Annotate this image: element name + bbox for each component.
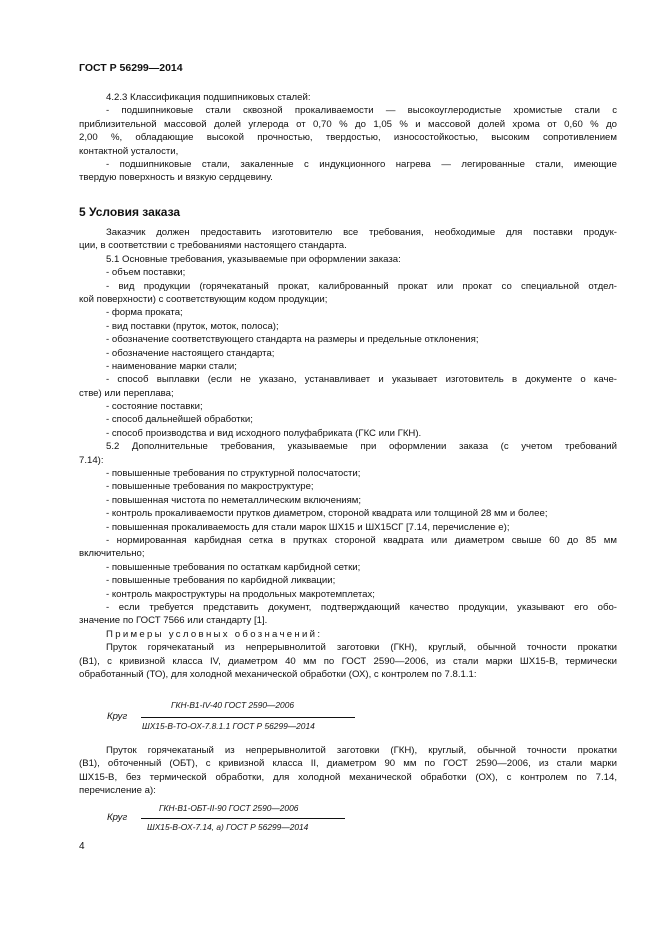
list-item: - повышенная чистота по неметаллическим включениям; — [106, 494, 362, 506]
formula-numerator: ГКН-В1-IV-40 ГОСТ 2590—2006 — [171, 700, 295, 710]
fraction-bar — [141, 818, 345, 819]
examples-heading: Примеры условных обозначений: — [106, 628, 323, 640]
list-item: - контроль макроструктуры на продольных макротемплетах; — [106, 588, 375, 600]
paragraph-line: - подшипниковые стали, закаленные с индукционного нагрева — легированные стали, имеющие — [106, 158, 617, 170]
formula-label: Круг — [107, 711, 128, 722]
paragraph-line: 2,00 %, обладающие высокой прочностью, твердостью, износостойкостью, высоким сопротивлением — [79, 132, 617, 144]
list-item: - если требуется представить документ, подтверждающий качество продукции, указывают его обо- — [106, 601, 617, 613]
list-item: - способ выплавки (если не указано, устанавливает и указывает изготовитель в документе о каче- — [106, 374, 617, 386]
list-item: - способ производства и вид исходного полуфабриката (ГКС или ГКН). — [106, 427, 422, 439]
paragraph-line: Заказчик должен предоставить изготовителю все требования, необходимые для поставки продук- — [106, 227, 617, 238]
list-item: - контроль прокаливаемости прутков диаметром, стороной квадрата или толщиной 28 мм и более; — [106, 508, 548, 520]
paragraph-line: перечисление а): — [79, 785, 156, 797]
paragraph-line: 5.2 Дополнительные требования, указываемые при оформлении заказа (с учетом требований — [106, 441, 617, 453]
document-header: ГОСТ Р 56299—2014 — [79, 62, 183, 74]
paragraph-line: (В1), обточенный (ОБТ), с кривизной класса II, диаметром 90 мм по ГОСТ 2590—2006, из стали марки — [79, 758, 617, 770]
paragraph-line: ШХ15-В, без термической обработки, для холодной механической обработки (ОХ), с контролем по 7.14, — [79, 771, 617, 783]
paragraph-line: 4.2.3 Классификация подшипниковых сталей: — [106, 92, 311, 103]
list-item: - повышенные требования по карбидной ликвации; — [106, 575, 336, 587]
list-item: - нормированная карбидная сетка в прутках стороной квадрата или диаметром свыше 60 до 85 мм — [106, 534, 617, 546]
list-item: стве) или переплава; — [79, 387, 174, 399]
list-item: значение по ГОСТ 7566 или стандарту [1]. — [79, 615, 268, 627]
formula-numerator: ГКН-В1-ОБТ-II-90 ГОСТ 2590—2006 — [159, 803, 299, 813]
list-item: - объем поставки; — [106, 267, 186, 279]
paragraph-line: 5.1 Основные требования, указываемые при оформлении заказа: — [106, 253, 401, 265]
list-item: включительно; — [79, 548, 145, 560]
fraction-bar — [141, 717, 355, 718]
list-item: - повышенные требования по макроструктуре; — [106, 481, 314, 493]
list-item: - вид продукции (горячекатаный прокат, калиброванный прокат или прокат со специальной отдел- — [106, 280, 617, 292]
paragraph-line: (В1), с кривизной класса IV, диаметром 40 мм по ГОСТ 2590—2006, из стали марки ШХ15-В, термически — [79, 655, 617, 667]
paragraph-line: Пруток горячекатаный из непрерывнолитой заготовки (ГКН), круглый, обычной точности прокатки — [106, 642, 617, 654]
list-item: - обозначение настоящего стандарта; — [106, 347, 275, 359]
list-item: - состояние поставки; — [106, 401, 203, 413]
list-item: - вид поставки (пруток, моток, полоса); — [106, 320, 279, 332]
list-item: - обозначение соответствующего стандарта на размеры и предельные отклонения; — [106, 334, 479, 346]
paragraph-line: ции, в соответствии с требованиями настоящего стандарта. — [79, 240, 347, 252]
formula-denominator: ШХ15-В-ТО-ОХ-7.8.1.1 ГОСТ Р 56299—2014 — [142, 721, 315, 731]
list-item: - способ дальнейшей обработки; — [106, 414, 253, 426]
paragraph-line: Пруток горячекатаный из непрерывнолитой заготовки (ГКН), круглый, обычной точности прокатки — [106, 745, 617, 756]
paragraph-line: 7.14): — [79, 454, 104, 466]
formula-denominator: ШХ15-В-ОХ-7.14, а) ГОСТ Р 56299—2014 — [147, 822, 309, 832]
section-5-title: 5 Условия заказа — [79, 205, 181, 219]
paragraph-line: обработанный (ТО), для холодной механической обработки (ОХ), с контролем по 7.8.1.1: — [79, 668, 477, 680]
clause-4-2-3 — [79, 91, 617, 185]
paragraph-line: контактной усталости, — [79, 145, 179, 157]
paragraph-line: - подшипниковые стали сквозной прокаливаемости — высокоуглеродистые хромистые стали с — [106, 105, 617, 117]
list-item: - повышенные требования по остаткам карбидной сетки; — [106, 561, 361, 573]
list-item: кой поверхности) с соответствующим кодом продукции; — [79, 293, 328, 305]
page-number: 4 — [79, 841, 85, 852]
list-item: - наименование марки стали; — [106, 360, 237, 372]
paragraph-line: твердую поверхность и вязкую сердцевину. — [79, 172, 273, 184]
list-item: - форма проката; — [106, 307, 183, 319]
example-2-description — [79, 744, 617, 798]
formula-label: Круг — [107, 812, 128, 823]
designation-example-1 — [79, 700, 379, 736]
section-5-body — [79, 226, 617, 681]
list-item: - повышенные требования по структурной полосчатости; — [106, 468, 361, 480]
designation-example-2 — [79, 803, 379, 839]
paragraph-line: приблизительной массовой долей углерода от 0,70 % до 1,05 % и массовой долей хрома от 0,60 % до — [79, 118, 617, 130]
list-item: - повышенная прокаливаемость для стали марок ШХ15 и ШХ15СГ [7.14, перечисление е); — [106, 521, 510, 533]
